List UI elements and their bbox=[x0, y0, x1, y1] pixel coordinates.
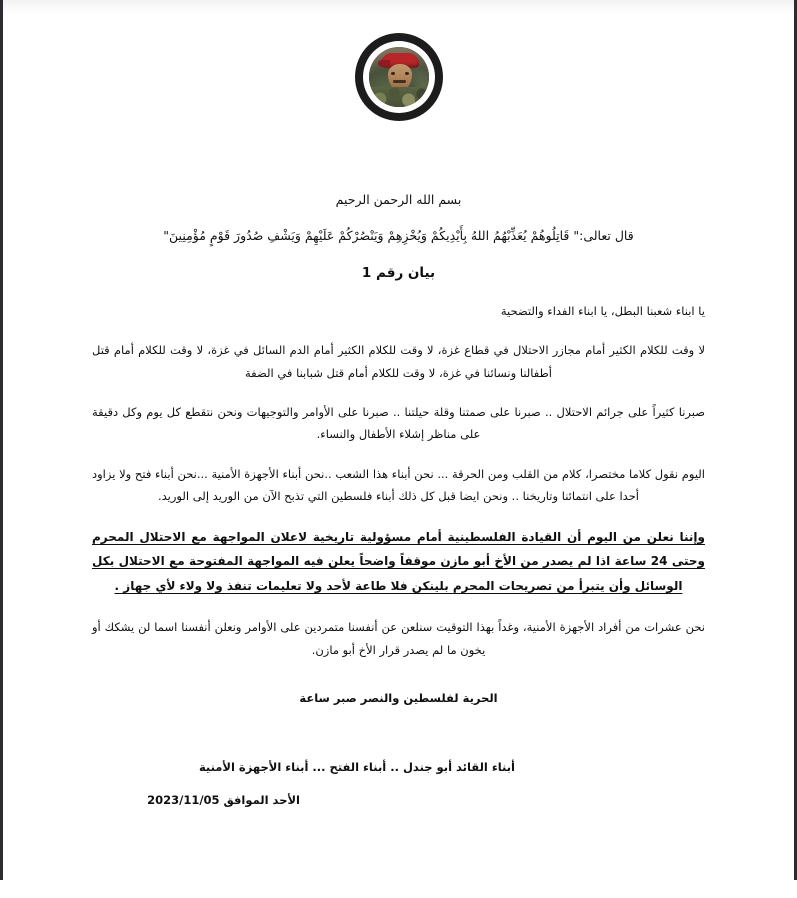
emblem-container bbox=[0, 0, 797, 121]
emblem-white-ring bbox=[363, 41, 435, 113]
emblem-portrait-photo bbox=[369, 47, 429, 107]
statement-number: بيان رقم 1 bbox=[361, 264, 436, 281]
quran-verse: قال تعالى:" قَاتِلُوهُمْ يُعَذِّبْهُمُ اللهُ بِأَيْدِيكُمْ وَيُخْزِهِمْ وَيَنْصُرْكُمْ عَلَيْهِمْ وَيَشْفِ صُدُورَ قَوْمٍ مُؤْمِنِينَ" bbox=[163, 227, 634, 243]
scan-edge-left bbox=[0, 0, 3, 880]
salutation-line: يا ابناء شعبنا البطل، يا ابناء الفداء والتضحية bbox=[500, 303, 705, 318]
paragraph-we-were-patient: صبرنا كثيراً على جرائم الاحتلال .. صبرنا على صمتنا وقلة حيلتنا .. صبرنا على الأوامر والتوجيهات ونحن نتقطع كل يوم وكل دقيقة على مناظر إشلاء الأطفال والنساء. bbox=[92, 404, 705, 442]
paragraph-ultimatum: وإننا نعلن من اليوم أن القيادة الفلسطينية أمام مسؤولية تاريخية لاعلان المواجهة مع الاحتلال المحرم وحتى 24 ساعة اذا لم يصدر من الأخ أبو مازن موقفاً واضحاً يعلن فيه المواجهة المفتوحة مع الاحتلال بكل الوسائل وأن يتبرأ من تصريحات المحرم بلينكن فلا طاعة لأحد ولا تعليمات تنفذ ولا ولاء لأي جهاز . bbox=[92, 529, 706, 593]
signatories-line: أبناء القائد أبو جندل .. أبناء الفتح ... أبناء الأجهزة الأمنية bbox=[198, 760, 515, 775]
signoff-block bbox=[0, 760, 797, 807]
basmala-line: بسم الله الرحمن الرحيم bbox=[335, 192, 462, 207]
paragraph-dozens-of-members: نحن عشرات من أفراد الأجهزة الأمنية، وغداً بهذا التوقيت سنلعن عن أنفسنا متمردين على الأوامر ونعلن أنفسنا اسما لن يشكك أو يخون ما لم يصدر قرار الأخ أبو مازن. bbox=[92, 620, 705, 657]
document-body bbox=[0, 191, 797, 705]
paragraph-no-time-for-words: لا وقت للكلام الكثير أمام مجازر الاحتلال في قطاع غزة، لا وقت للكلام الكثير أمام الدم السائل في غزة، لا وقت للكلام أمام قتل أطفالنا ونسائنا في غزة، لا وقت للكلام أمام قتل شبابنا في الضفة bbox=[92, 343, 705, 380]
fighter-portrait-emblem-icon bbox=[355, 33, 443, 121]
portrait-moustache bbox=[393, 80, 406, 83]
paragraph-brief-words-today: اليوم نقول كلاما مختصرا، كلام من القلب ومن الحرقة ... نحن أبناء هذا الشعب ..نحن أبناء الأجهزة الأمنية ...نحن أبناء فتح ولا يزاود أحدا على انتمائنا وتاريخنا .. ونحن ايضا قبل كل ذلك أبناء فلسطين التي تذبح الآن من الوريد إلى الوريد. bbox=[92, 466, 705, 504]
document-date: الأحد الموافق 2023/11/05 bbox=[147, 793, 300, 808]
closing-slogan: الحرية لفلسطين والنصر صبر ساعة bbox=[299, 691, 498, 706]
camouflage-uniform bbox=[369, 87, 429, 107]
portrait-eyes bbox=[391, 72, 409, 75]
